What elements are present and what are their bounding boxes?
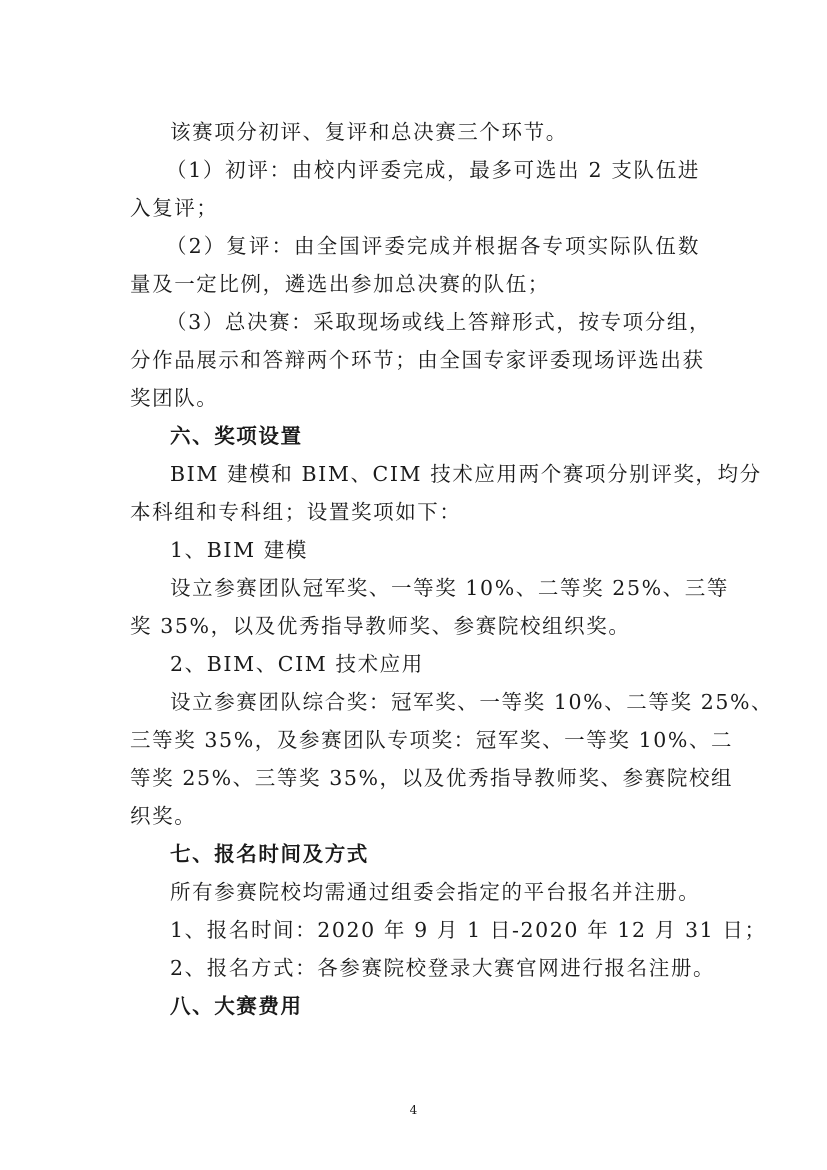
subheading-bim-modeling: 1、BIM 建模 xyxy=(170,538,309,562)
subheading-bim-cim: 2、BIM、CIM 技术应用 xyxy=(170,652,424,676)
paragraph-bim-line1: 设立参赛团队冠军奖、一等奖 10%、二等奖 25%、三等 xyxy=(170,576,729,600)
paragraph-final-line1: （3）总决赛：采取现场或线上答辩形式，按专项分组， xyxy=(166,310,712,334)
paragraph-review-line2: 量及一定比例，遴选出参加总决赛的队伍； xyxy=(130,272,550,296)
paragraph-cim-line4: 织奖。 xyxy=(130,804,197,828)
paragraph-registration-method: 2、报名方式：各参赛院校登录大赛官网进行报名注册。 xyxy=(170,956,716,980)
page-number: 4 xyxy=(409,1103,418,1117)
paragraph-registration-time: 1、报名时间：2020 年 9 月 1 日-2020 年 12 月 31 日； xyxy=(170,918,767,942)
paragraph-stage-intro: 该赛项分初评、复评和总决赛三个环节。 xyxy=(170,120,568,144)
paragraph-awards-line2: 本科组和专科组；设置奖项如下： xyxy=(130,500,462,524)
paragraph-cim-line1: 设立参赛团队综合奖：冠军奖、一等奖 10%、二等奖 25%、 xyxy=(170,690,774,714)
section-heading-fees: 八、大赛费用 xyxy=(170,994,303,1018)
paragraph-cim-line2: 三等奖 35%，及参赛团队专项奖：冠军奖、一等奖 10%、二 xyxy=(130,728,734,752)
paragraph-bim-line2: 奖 35%，以及优秀指导教师奖、参赛院校组织奖。 xyxy=(130,614,631,638)
paragraph-final-line2: 分作品展示和答辩两个环节；由全国专家评委现场评选出获 xyxy=(130,348,705,372)
paragraph-preliminary-line2: 入复评； xyxy=(130,196,219,220)
paragraph-awards-line1: BIM 建模和 BIM、CIM 技术应用两个赛项分别评奖，均分 xyxy=(170,462,762,486)
paragraph-cim-line3: 等奖 25%、三等奖 35%，以及优秀指导教师奖、参赛院校组 xyxy=(130,766,734,790)
section-heading-registration: 七、报名时间及方式 xyxy=(170,842,369,866)
section-heading-awards: 六、奖项设置 xyxy=(170,424,303,448)
paragraph-review-line1: （2）复评：由全国评委完成并根据各专项实际队伍数 xyxy=(166,234,700,258)
paragraph-preliminary-line1: （1）初评：由校内评委完成，最多可选出 2 支队伍进 xyxy=(166,158,700,182)
paragraph-final-line3: 奖团队。 xyxy=(130,386,219,410)
paragraph-registration-intro: 所有参赛院校均需通过组委会指定的平台报名并注册。 xyxy=(170,880,701,904)
